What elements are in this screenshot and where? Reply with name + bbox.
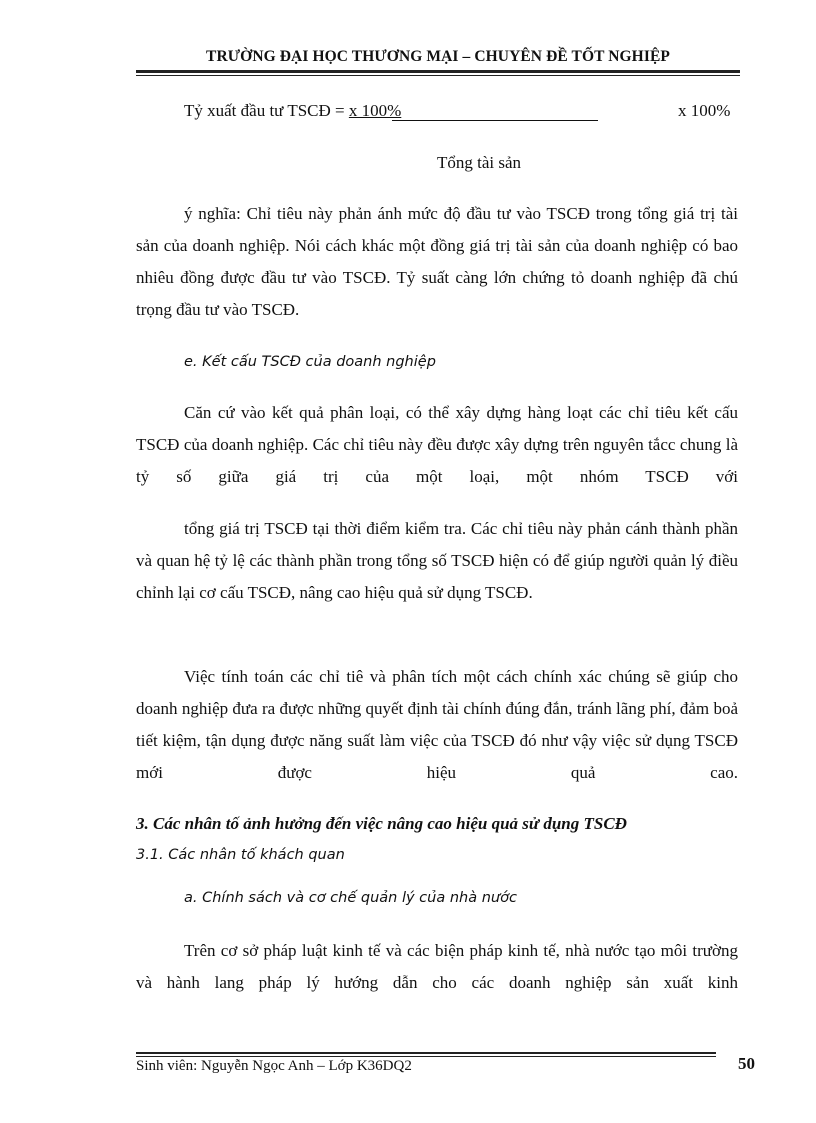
paragraph-meaning — [136, 198, 738, 326]
subheading-structure: e. Kết cấu TSCĐ của doanh nghiệp — [184, 354, 436, 370]
formula-fraction-line — [392, 120, 598, 121]
page-number: 50 — [738, 1054, 755, 1073]
paragraph-structure-1 — [136, 397, 738, 493]
page-header-title: TRƯỜNG ĐẠI HỌC THƯƠNG MẠI – CHUYÊN ĐỀ TỐT NGHIỆP — [206, 48, 670, 65]
paragraph-calculation-text: Việc tính toán các chỉ tiê và phân tích một cách chính xác chúng sẽ giúp cho doanh nghiệp đưa ra được những quyết định tài chính đúng đắn, tránh lãng phí, đảm boả tiết kiệm, tận dụng được năng suất làm việc của TSCĐ đó như vậy việc sử dụng TSCĐ mới được hiệu quả cao. — [136, 667, 738, 782]
paragraph-structure-1-text: Căn cứ vào kết quả phân loại, có thể xây dựng hàng loạt các chỉ tiêu kết cấu TSCĐ của doanh nghiệp. Các chỉ tiêu này đều được xây dựng trên nguyên tắcc chung là tỷ số giữa giá trị của một loại, một nhóm TSCĐ với — [136, 403, 738, 486]
paragraph-meaning-text: ý nghĩa: Chỉ tiêu này phản ánh mức độ đầu tư vào TSCĐ trong tổng giá trị tài sản của doanh nghiệp. Nói cách khác một đồng giá trị tài sản của doanh nghiệp có bao nhiêu đồng được đầu tư vào TSCĐ. Tỷ suất càng lớn chứng tỏ doanh nghiệp đã chú trọng đầu tư vào TSCĐ. — [136, 204, 738, 319]
header-rule-thick — [136, 70, 740, 73]
paragraph-policy — [136, 935, 738, 999]
paragraph-structure-2 — [136, 513, 738, 609]
section-heading-3-1: 3.1. Các nhân tố khách quan — [136, 847, 345, 863]
footer-rule-thin — [136, 1056, 716, 1057]
section-heading-3-1-a: a. Chính sách và cơ chế quản lý của nhà nước — [184, 890, 517, 906]
paragraph-structure-2-text: tổng giá trị TSCĐ tại thời điểm kiểm tra. Các chỉ tiêu này phản cánh thành phần và quan hệ tỷ lệ các thành phần trong tổng số TSCĐ hiện có để giúp người quản lý điều chỉnh lại cơ cấu TSCĐ, nâng cao hiệu quả sử dụng TSCĐ. — [136, 519, 738, 602]
formula-label-text: Tỷ xuất đầu tư TSCĐ = — [184, 101, 349, 120]
paragraph-policy-text: Trên cơ sở pháp luật kinh tế và các biện pháp kinh tế, nhà nước tạo môi trường và hành lang pháp lý hướng dẫn cho các doanh nghiệp sản xuất kinh — [136, 941, 738, 992]
footer-student: Sinh viên: Nguyễn Ngọc Anh – Lớp K36DQ2 — [136, 1058, 412, 1074]
section-heading-3: 3. Các nhân tố ảnh hưởng đến việc nâng cao hiệu quả sử dụng TSCĐ — [136, 814, 627, 833]
formula-numerator: x 100% — [348, 101, 402, 120]
paragraph-calculation — [136, 661, 738, 789]
formula-multiplier: x 100% — [678, 101, 731, 120]
formula-label — [184, 101, 401, 121]
formula-denominator: Tổng tài sản — [437, 153, 522, 172]
footer-rule-thick — [136, 1052, 716, 1054]
header-rule-thin — [136, 75, 740, 76]
